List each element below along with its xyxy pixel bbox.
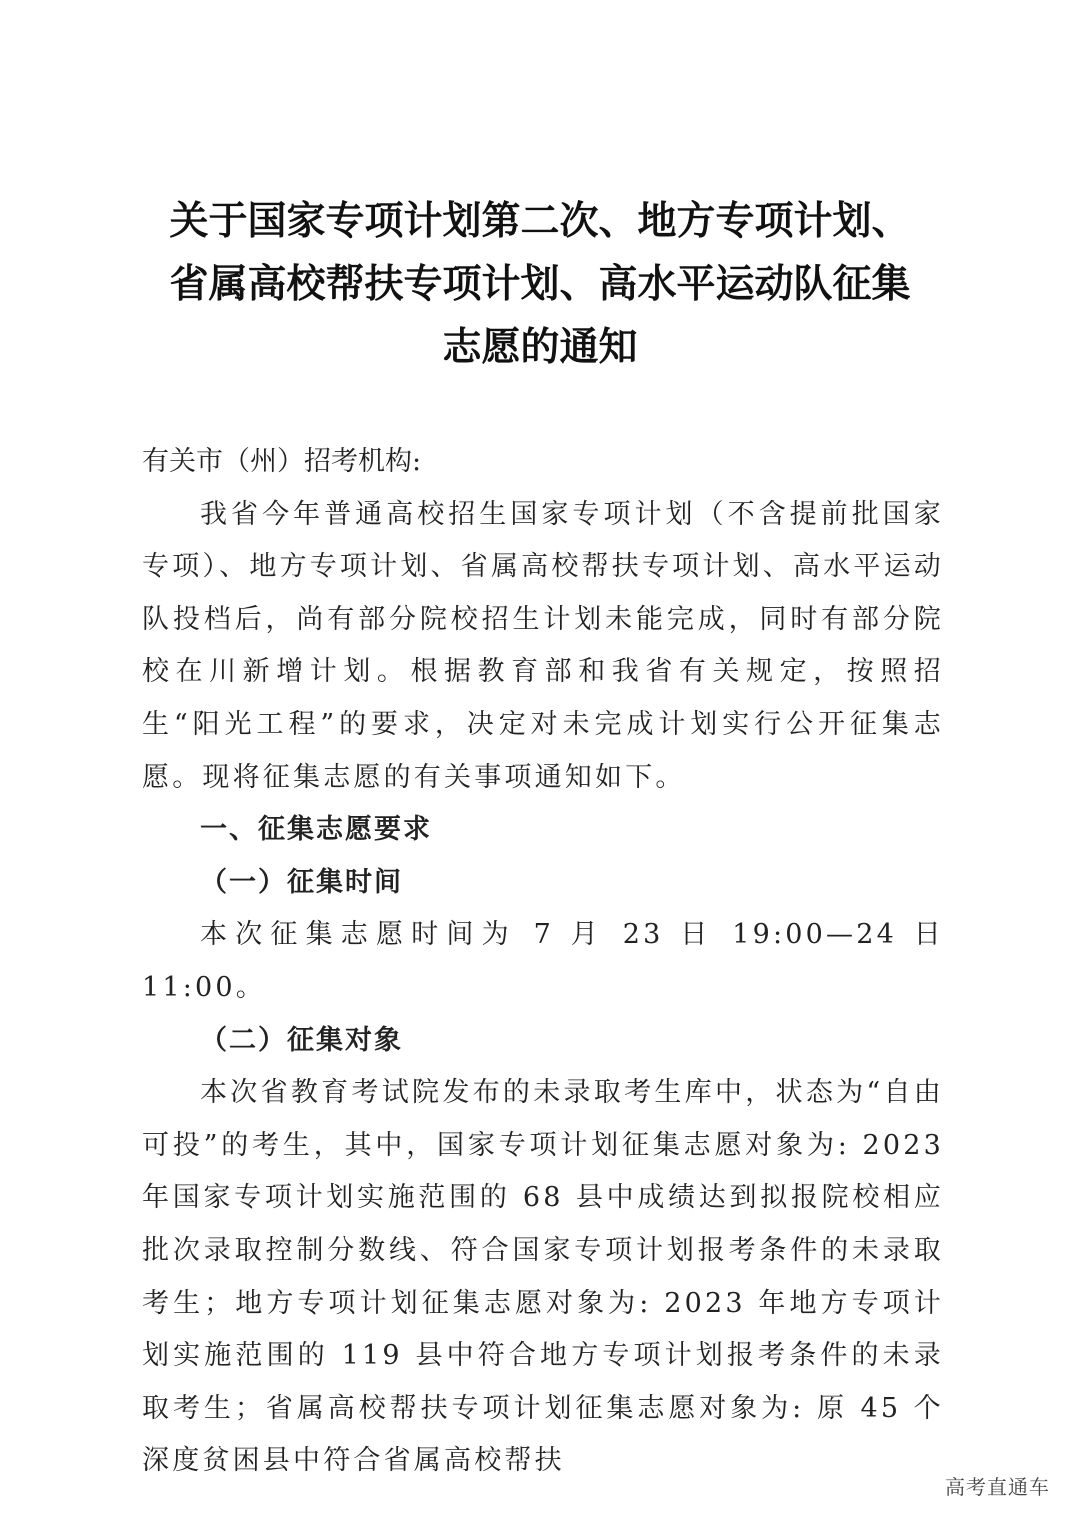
subsection-text-time: 本次征集志愿时间为 7 月 23 日 19:00—24 日 11:00。 bbox=[142, 919, 944, 1003]
subsection-heading-target: （二）征集对象 bbox=[200, 1024, 403, 1056]
section-heading-requirements: 一、征集志愿要求 bbox=[200, 814, 432, 846]
title-line-1: 关于国家专项计划第二次、地方专项计划、 bbox=[169, 199, 911, 244]
document-title bbox=[130, 190, 950, 379]
intro-paragraph: 我省今年普通高校招生国家专项计划（不含提前批国家专项）、地方专项计划、省属高校帮扶专项计划、高水平运动队投档后，尚有部分院校招生计划未能完成，同时有部分院校在川新增计划。根据教育部和我省有关规定，按照招生“阳光工程”的要求，决定对未完成计划实行公开征集志愿。现将征集志愿的有关事项通知如下。 bbox=[142, 498, 944, 793]
title-line-3: 志愿的通知 bbox=[442, 325, 638, 370]
subsection-heading-time: （一）征集时间 bbox=[200, 866, 403, 898]
salutation: 有关市（州）招考机构: bbox=[142, 446, 422, 477]
watermark: 高考直通车 bbox=[945, 1475, 1050, 1499]
subsection-text-target: 本次省教育考试院发布的未录取考生库中，状态为“自由可投”的考生，其中，国家专项计划征集志愿对象为: 2023 年国家专项计划实施范围的 68 县中成绩达到拟报院校相应批次录取控制分数线、符合国家专项计划报考条件的未录取考生；地方专项计划征集志愿对象为: 2023 年地方专项计划实施范围的 119 县中符合地方专项计划报考条件的未录取考生；省属高校帮扶专项计划征集志愿对象为: 原 45 个深度贫困县中符合省属高校帮扶 bbox=[142, 1077, 944, 1477]
title-line-2: 省属高校帮扶专项计划、高水平运动队征集 bbox=[169, 262, 911, 307]
document-body bbox=[142, 436, 944, 1488]
